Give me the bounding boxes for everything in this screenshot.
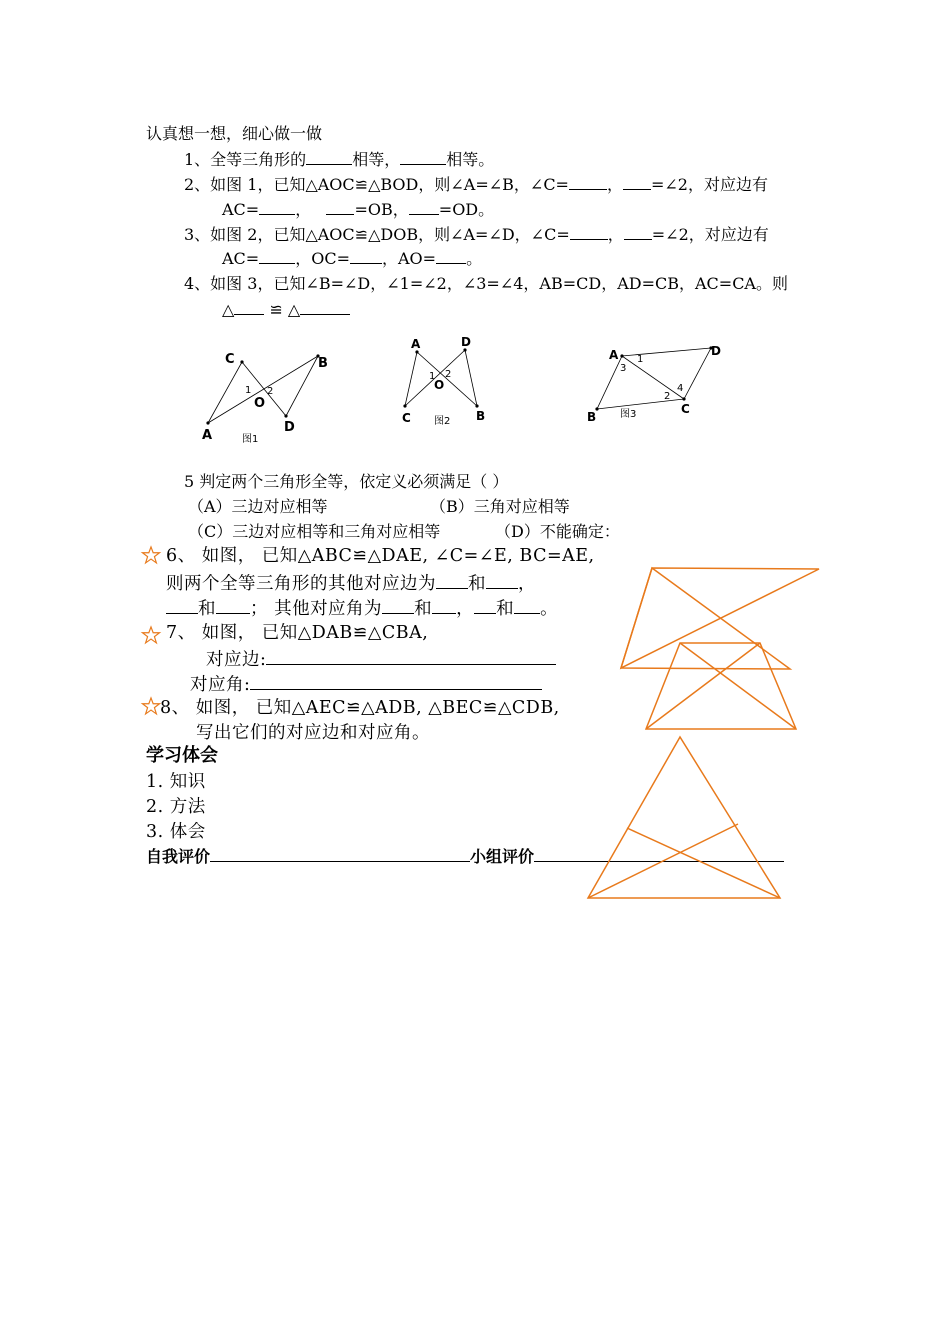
question-4-line-2: △ ≌ △ xyxy=(222,299,350,320)
question-6-line-3: 和 ； 其他对应角为 和 ， 和 。 xyxy=(166,596,558,620)
figure-caption: 图1 xyxy=(242,434,259,445)
option-d[interactable]: （D）不能确定： xyxy=(495,522,620,541)
figure-q8 xyxy=(583,733,788,903)
blank[interactable] xyxy=(569,174,607,190)
summary-item: 3. 体会 xyxy=(146,822,206,842)
blank[interactable] xyxy=(216,596,250,614)
vertex-label: D xyxy=(284,420,295,435)
blank[interactable] xyxy=(624,224,652,240)
blank[interactable] xyxy=(306,149,352,165)
self-evaluation-input[interactable] xyxy=(210,846,470,862)
blank[interactable] xyxy=(514,596,540,614)
blank[interactable] xyxy=(400,149,446,165)
question-7-angles: 对应角: xyxy=(190,672,542,696)
blank[interactable] xyxy=(326,199,354,215)
vertex-label: B xyxy=(587,410,597,424)
question-2-line-2: AC= ， =OB， =OD。 xyxy=(222,200,495,219)
angle-label: 4 xyxy=(677,383,684,394)
angle-label: 3 xyxy=(620,363,627,374)
question-5: 5 判定两个三角形全等，依定义必须满足（ ） xyxy=(184,472,509,491)
blank[interactable] xyxy=(486,571,518,589)
self-evaluation-label: 自我评价 xyxy=(146,847,211,866)
vertex-label: C xyxy=(681,402,690,416)
angle-label: 2 xyxy=(267,386,274,397)
vertex-label: O xyxy=(254,396,266,411)
figure-caption: 图3 xyxy=(620,409,637,420)
summary-title: 学习体会 xyxy=(146,745,218,766)
answer-line[interactable] xyxy=(266,647,556,665)
figure-2 xyxy=(395,335,500,435)
question-4: 4、如图 3，已知∠B=∠D，∠1=∠2，∠3=∠4，AB=CD，AD=CB，AC=CA。则 xyxy=(184,274,788,293)
vertex-label: A xyxy=(411,337,421,351)
summary-item: 2. 方法 xyxy=(146,797,206,817)
summary-item: 1. 知识 xyxy=(146,772,206,792)
question-7-sides: 对应边: xyxy=(206,647,556,671)
angle-label: 2 xyxy=(664,391,671,402)
intro-heading: 认真想一想，细心做一做 xyxy=(146,124,323,143)
vertex-label: C xyxy=(225,352,235,367)
question-7: 7、 如图， 已知△DAB≌△CBA, xyxy=(166,623,429,643)
vertex-label: D xyxy=(461,335,471,349)
blank[interactable] xyxy=(234,299,264,315)
vertex-label: D xyxy=(711,344,721,358)
question-3: 3、如图 2，已知△AOC≌△DOB，则∠A=∠D，∠C= ， =∠2，对应边有 xyxy=(184,225,769,244)
blank[interactable] xyxy=(409,199,439,215)
option-a[interactable]: （A）三边对应相等 xyxy=(188,497,328,516)
angle-label: 1 xyxy=(245,385,252,396)
vertex-label: A xyxy=(609,348,619,362)
question-6-line-2: 则两个全等三角形的其他对应边为 和 ， xyxy=(166,571,536,595)
blank[interactable] xyxy=(350,248,382,264)
question-1: 1、全等三角形的 相等， 相等。 xyxy=(184,150,495,169)
blank[interactable] xyxy=(300,299,350,315)
vertex-label: B xyxy=(318,356,328,371)
blank[interactable] xyxy=(259,199,295,215)
blank[interactable] xyxy=(436,248,466,264)
question-3-line-2: AC= ，OC= ，AO= 。 xyxy=(222,249,483,268)
option-c[interactable]: （C）三边对应相等和三角对应相等 xyxy=(188,522,441,541)
blank[interactable] xyxy=(570,224,608,240)
star-icon xyxy=(142,697,160,715)
blank[interactable] xyxy=(436,571,468,589)
star-icon xyxy=(142,546,160,564)
figure-q7 xyxy=(640,637,805,735)
vertex-label: B xyxy=(476,409,486,423)
angle-label: 2 xyxy=(445,369,452,380)
vertex-label: O xyxy=(434,378,445,392)
blank[interactable] xyxy=(382,596,414,614)
blank[interactable] xyxy=(259,248,295,264)
option-b[interactable]: （B）三角对应相等 xyxy=(430,497,570,516)
question-6: 6、 如图， 已知△ABC≌△DAE, ∠C=∠E, BC=AE, xyxy=(166,546,595,566)
star-icon xyxy=(142,626,160,644)
figure-3 xyxy=(580,338,730,428)
vertex-label: C xyxy=(402,411,411,425)
answer-line[interactable] xyxy=(250,672,542,690)
question-8-line-2: 写出它们的对应边和对应角。 xyxy=(196,723,430,743)
angle-label: 1 xyxy=(429,371,436,382)
blank[interactable] xyxy=(166,596,198,614)
question-8: 8、 如图， 已知△AEC≌△ADB, △BEC≌△CDB, xyxy=(160,698,560,718)
blank[interactable] xyxy=(432,596,456,614)
figure-caption: 图2 xyxy=(434,416,451,427)
question-2: 2、如图 1，已知△AOC≌△BOD，则∠A=∠B，∠C= ， =∠2，对应边有 xyxy=(184,175,768,194)
figure-1 xyxy=(190,345,350,450)
group-evaluation-label: 小组评价 xyxy=(470,847,535,866)
angle-label: 1 xyxy=(637,354,644,365)
vertex-label: A xyxy=(202,428,213,443)
blank[interactable] xyxy=(623,174,651,190)
blank[interactable] xyxy=(474,596,496,614)
